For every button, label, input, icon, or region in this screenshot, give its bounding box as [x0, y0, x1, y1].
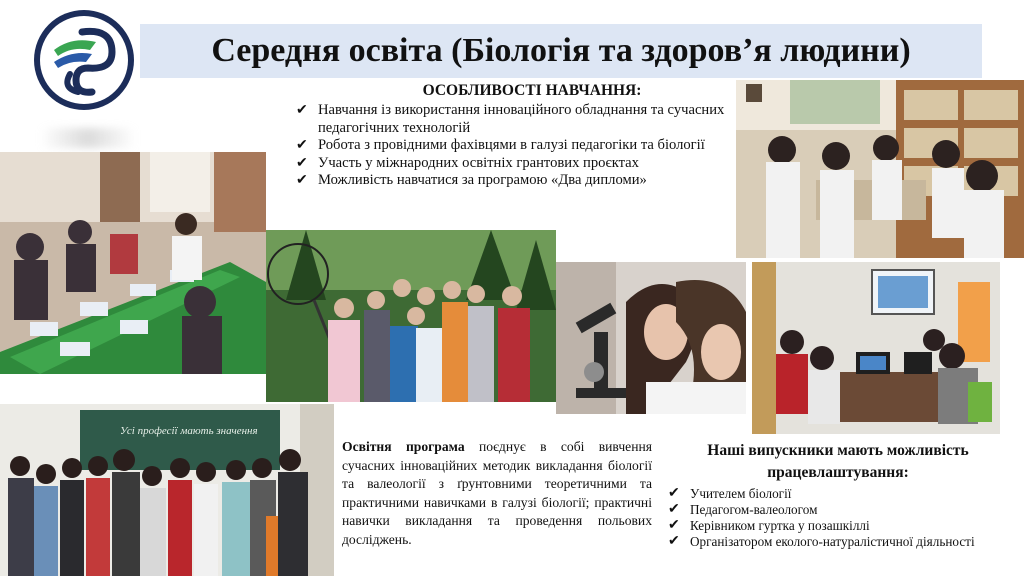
check-icon: ✔ — [668, 502, 680, 517]
microscope-photo — [556, 262, 746, 414]
list-item — [668, 486, 1008, 502]
list-item — [296, 137, 728, 155]
program-text: поєднує в собі вивчення сучасних інноваційних методик викладання біології та валеології з ґрунтовними теоретичними та практичними навичками в галузі біології; практичні навички викладання та проведення польових досліджень. — [342, 439, 653, 547]
list-item — [296, 172, 728, 190]
features-section — [296, 82, 728, 190]
feature-text: Робота з провідними фахівцями в галузі педагогіки та біології — [318, 137, 705, 153]
lab-classroom-photo — [0, 152, 266, 374]
title-banner — [140, 24, 982, 78]
features-list — [296, 102, 728, 190]
check-icon: ✔ — [668, 534, 680, 549]
check-icon: ✔ — [296, 138, 308, 153]
check-icon: ✔ — [668, 518, 680, 533]
check-icon: ✔ — [668, 486, 680, 501]
program-lead: Освітня програма — [342, 439, 465, 454]
feature-text: Участь у міжнародних освітніх грантових проєктах — [318, 154, 639, 171]
classroom-group-photo — [0, 404, 334, 576]
blurred-label — [40, 128, 136, 148]
check-icon: ✔ — [296, 173, 308, 188]
university-logo-icon — [32, 8, 136, 112]
feature-text: Навчання із використання інноваційного обладнання та сучасних педагогічних технологій — [318, 102, 725, 136]
list-item — [296, 102, 728, 137]
graduate-option: Учителем біології — [690, 486, 792, 501]
list-item — [668, 502, 1008, 518]
forest-group-photo — [266, 230, 556, 402]
graduate-option: Педагогом-валеологом — [690, 502, 818, 517]
list-item — [296, 155, 728, 173]
graduate-option: Керівником гуртка у позашкіллі — [690, 518, 870, 533]
graduate-option: Організатором еколого-натуралістичної діяльності — [690, 534, 975, 549]
graduates-section — [668, 440, 1008, 550]
graduates-heading: Наші випускники мають можливість працевлаштування: — [707, 442, 969, 481]
graduates-list — [668, 486, 1008, 550]
list-item — [668, 518, 1008, 534]
computer-room-photo — [752, 262, 1000, 434]
museum-room-photo — [736, 80, 1024, 258]
features-heading: ОСОБЛИВОСТІ НАВЧАННЯ: — [422, 82, 642, 99]
page-title: Середня освіта (Біологія та здоров’я людини) — [211, 32, 911, 69]
check-icon: ✔ — [296, 103, 308, 118]
check-icon: ✔ — [296, 155, 308, 171]
list-item — [668, 534, 1008, 550]
feature-text: Можливість навчатися за програмою «Два дипломи» — [318, 172, 647, 188]
program-description — [342, 438, 652, 550]
board-caption: Усі професії мають значення — [120, 425, 258, 437]
